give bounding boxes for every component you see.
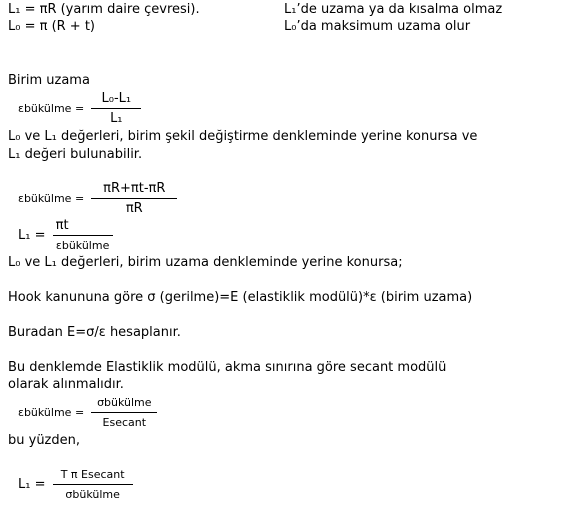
equation-l1-final xyxy=(18,466,133,503)
equation-lhs: L₁ = xyxy=(18,477,46,492)
equation-strain-secant xyxy=(18,394,157,431)
equation-lhs: L₁ = xyxy=(18,228,46,243)
fraction-denominator: σbükülme xyxy=(65,488,120,501)
paragraph: L₀ ve L₁ değerleri, birim uzama denkleminde yerine konursa; xyxy=(8,255,403,270)
fraction-numerator: L₀-L₁ xyxy=(91,90,141,109)
paragraph: Buradan E=σ/ε hesaplanır. xyxy=(8,325,181,340)
equation-l1 xyxy=(18,217,113,254)
note-l1: L₁’de uzama ya da kısalma olmaz xyxy=(284,2,503,17)
fraction xyxy=(91,394,157,431)
paragraph: bu yüzden, xyxy=(8,433,81,448)
fraction xyxy=(53,466,133,503)
equation-strain-substituted xyxy=(18,180,177,217)
paragraph-line: Bu denklemde Elastiklik modülü, akma sınırına göre secant modülü xyxy=(8,360,447,375)
fraction xyxy=(91,180,177,217)
fraction-numerator: σbükülme xyxy=(91,394,157,413)
paragraph-line: olarak alınmalıdır. xyxy=(8,377,124,392)
paragraph-hooke-law: Hook kanununa göre σ (gerilme)=E (elastiklik modülü)*ε (birim uzama) xyxy=(8,290,473,305)
fraction-denominator: πR xyxy=(125,201,143,216)
equation-lhs: εbükülme = xyxy=(18,406,85,419)
fraction-numerator: T π Esecant xyxy=(53,466,133,485)
fraction-denominator: Esecant xyxy=(102,416,147,429)
note-l0: L₀’da maksimum uzama olur xyxy=(284,19,471,34)
paragraph-line: L₀ ve L₁ değerleri, birim şekil değiştirme denkleminde yerine konursa ve xyxy=(8,129,478,144)
equation-lhs: εbükülme = xyxy=(18,192,85,205)
fraction xyxy=(53,217,113,254)
paragraph-line: L₁ değeri bulunabilir. xyxy=(8,147,143,162)
section-heading-birim-uzama: Birim uzama xyxy=(8,73,90,88)
fraction-denominator: εbükülme xyxy=(55,239,110,252)
equation-lhs: εbükülme = xyxy=(18,102,85,115)
fraction-numerator: πt xyxy=(53,217,113,236)
definition-l0: L₀ = π (R + t) xyxy=(8,19,96,34)
fraction-denominator: L₁ xyxy=(110,111,123,126)
definition-l1: L₁ = πR (yarım daire çevresi). xyxy=(8,2,200,17)
fraction-numerator: πR+πt-πR xyxy=(91,180,177,199)
equation-strain-definition xyxy=(18,90,141,127)
fraction xyxy=(91,90,141,127)
